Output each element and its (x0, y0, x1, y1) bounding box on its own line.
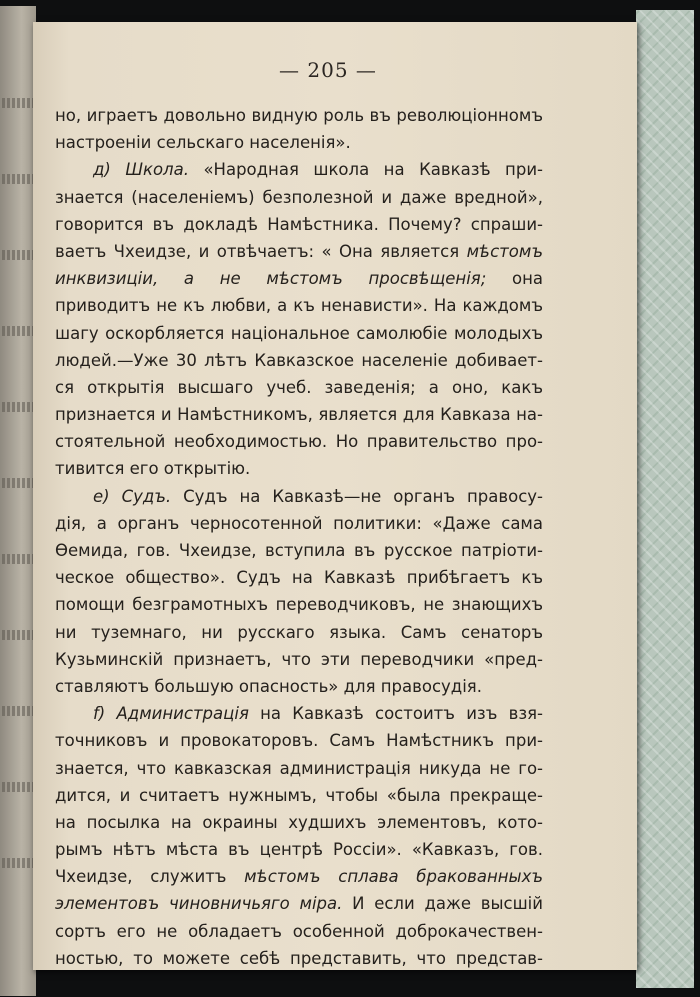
text-line (55, 945, 543, 972)
text-line (55, 782, 543, 809)
text-segment: ческое общество». Судъ на Кавказѣ прибѣгаетъ къ (55, 568, 543, 588)
italic-text-segment: мѣстомъ (466, 241, 543, 261)
text-line (55, 890, 543, 917)
book-page (33, 22, 637, 970)
text-line (55, 184, 543, 211)
text-line (55, 537, 543, 564)
text-segment: сортъ его не обладаетъ особенной доброкачествен- (55, 921, 543, 941)
facing-page-text-fragment (2, 402, 36, 412)
text-line (55, 292, 543, 319)
text-segment: рымъ нѣтъ мѣста въ центрѣ Россіи». «Кавказъ, гов. (55, 840, 543, 860)
text-segment: людей.—Уже 30 лѣтъ Кавказское населеніе добивает- (55, 350, 543, 370)
text-line (55, 238, 543, 265)
text-segment: Судъ на Кавказѣ—не органъ правосу- (171, 486, 543, 506)
page-body-text (55, 102, 543, 972)
text-segment: шагу оскорбляется національное самолюбіе молодыхъ (55, 323, 543, 343)
text-line (55, 673, 543, 700)
text-line (55, 102, 543, 129)
facing-page-text-fragment (2, 174, 36, 184)
text-line (55, 320, 543, 347)
facing-page-text-fragment (2, 98, 36, 108)
text-line (55, 265, 543, 292)
text-segment: настроеніи сельскаго населенія». (55, 133, 351, 153)
text-line (55, 401, 543, 428)
facing-page-text-fragment (2, 782, 36, 792)
text-segment: но, играетъ довольно видную роль въ революціонномъ (55, 106, 543, 125)
patterned-endpaper (636, 10, 694, 988)
facing-page-edge (0, 6, 36, 996)
text-segment: Чхеидзе, служитъ (55, 867, 245, 887)
text-line (55, 564, 543, 591)
text-segment: тивится его открытію. (55, 459, 251, 479)
text-segment: ся открытія высшаго учеб. заведенія; а оно, какъ (55, 377, 543, 397)
text-segment: стоятельной необходимостью. Но правительство про- (55, 432, 543, 452)
text-segment: ставляютъ большую опасность» для правосудія. (55, 676, 482, 696)
text-line (55, 918, 543, 945)
text-segment: знается, что кавказская администрація никуда не го- (55, 758, 543, 778)
text-segment: дія, а органъ черносотенной политики: «Даже сама (55, 513, 543, 533)
text-line (55, 863, 543, 890)
text-segment: помощи безграмотныхъ переводчиковъ, не знающихъ (55, 595, 543, 615)
text-line (55, 347, 543, 374)
page-number: — 205 — (279, 58, 377, 82)
facing-page-text-fragment (2, 478, 36, 488)
text-line (55, 428, 543, 455)
text-segment: знается (населеніемъ) безполезной и даже вредной», (55, 187, 543, 207)
text-line (55, 755, 543, 782)
text-line (55, 211, 543, 238)
text-line (55, 156, 543, 183)
text-line (55, 591, 543, 618)
text-line (55, 510, 543, 537)
text-segment: признается и Намѣстникомъ, является для Кавказа на- (55, 405, 543, 425)
italic-text-segment: мѣстомъ сплава бракованныхъ (244, 867, 543, 887)
text-line (55, 619, 543, 646)
text-line (55, 646, 543, 673)
text-segment: Кузьминскій признаетъ, что эти переводчики «пред- (55, 649, 543, 669)
text-segment: дится, и считаетъ нужнымъ, чтобы «была прекраще- (55, 785, 543, 805)
text-segment: на посылка на окраины худшихъ элементовъ, кото- (55, 812, 543, 832)
text-segment: говорится въ докладѣ Намѣстника. Почему? спраши- (55, 214, 543, 234)
italic-text-segment: инквизиціи, а не мѣстомъ просвѣщенія; (55, 269, 487, 289)
italic-text-segment: е) Судъ. (93, 486, 172, 506)
text-line (55, 700, 543, 727)
text-line (55, 455, 543, 482)
text-segment: точниковъ и провокаторовъ. Самъ Намѣстникъ при- (55, 731, 543, 751)
text-segment: ностью, то можете себѣ представить, что представ- (55, 948, 543, 968)
text-segment: «Народная школа на Кавказѣ при- (188, 160, 543, 180)
text-line (55, 836, 543, 863)
text-line (55, 483, 543, 510)
facing-page-text-fragment (2, 630, 36, 640)
facing-page-text-fragment (2, 858, 36, 868)
text-segment: на Кавказѣ состоитъ изъ взя- (248, 704, 543, 724)
text-segment: ваетъ Чхеидзе, и отвѣчаетъ: « Она является (55, 241, 467, 261)
italic-text-segment: элементовъ чиновничьяго міра. (55, 894, 343, 914)
text-line (55, 129, 543, 156)
italic-text-segment: f) Администрація (93, 704, 249, 724)
text-line (55, 727, 543, 754)
text-segment: ни туземнаго, ни русскаго языка. Самъ сенаторъ (55, 622, 543, 642)
facing-page-text-fragment (2, 706, 36, 716)
italic-text-segment: д) Школа. (93, 160, 189, 180)
text-segment: она (486, 269, 543, 289)
text-segment: Ѳемида, гов. Чхеидзе, вступила въ русское патріоти- (55, 541, 543, 560)
text-segment: приводитъ не къ любви, а къ ненависти». На каждомъ (55, 296, 543, 316)
text-segment: И если даже высшій (342, 894, 543, 914)
facing-page-text-fragment (2, 554, 36, 564)
text-line (55, 809, 543, 836)
facing-page-text-fragment (2, 250, 36, 260)
text-line (55, 374, 543, 401)
facing-page-text-fragment (2, 326, 36, 336)
